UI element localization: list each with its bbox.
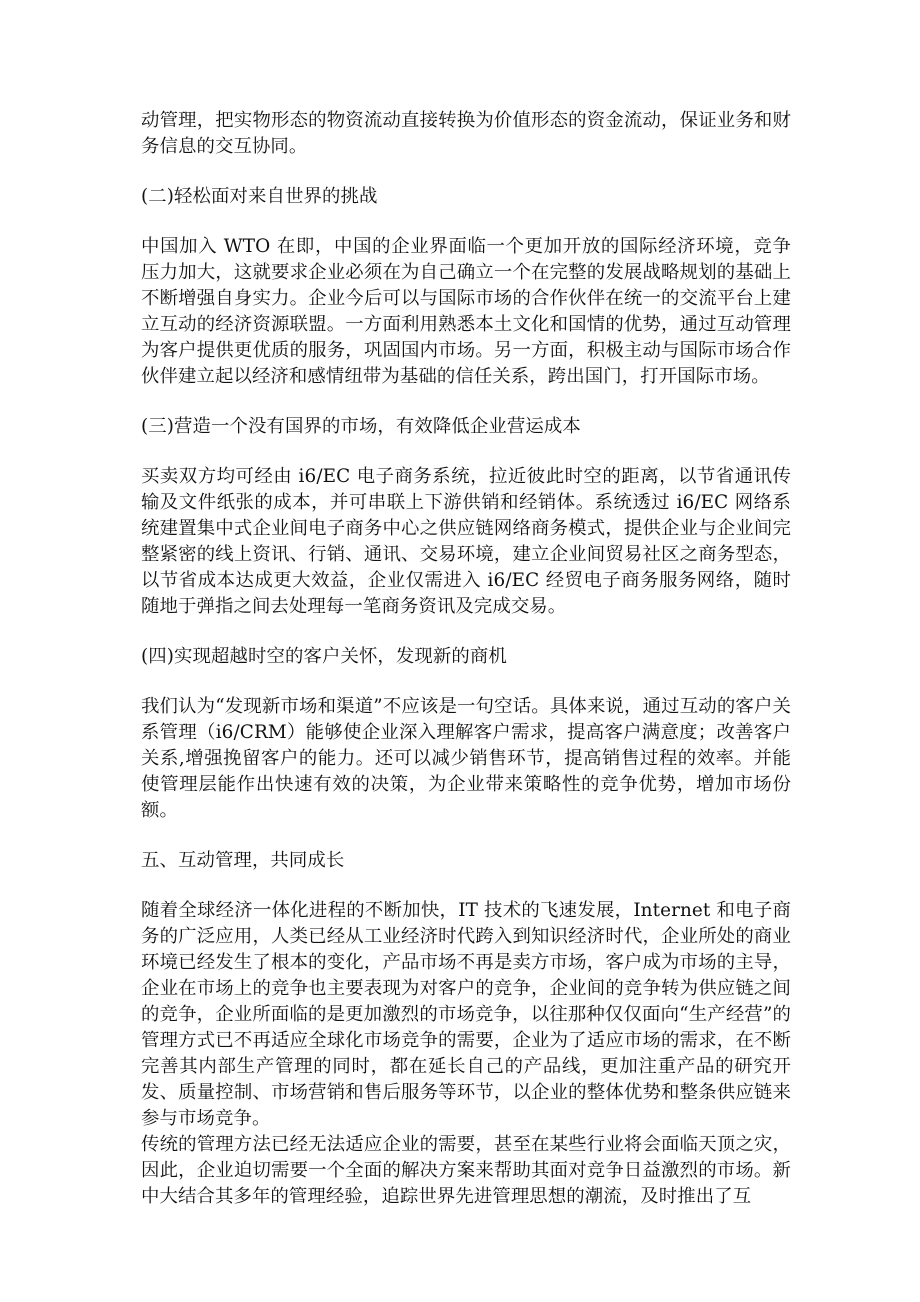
paragraph-continued-intro: 动管理，把实物形态的物资流动直接转换为价值形态的资金流动，保证业务和财务信息的交互协同。	[141, 110, 791, 157]
section-heading-5: 五、互动管理，共同成长	[141, 850, 345, 871]
section-heading-2: (二)轻松面对来自世界的挑战	[141, 186, 378, 207]
section-heading-3: (三)营造一个没有国界的市场，有效降低企业营运成本	[141, 416, 581, 437]
paragraph-global-economy: 随着全球经济一体化进程的不断加快，IT 技术的飞速发展，Internet 和电子商务的广泛应用，人类已经从工业经济时代跨入到知识经济时代，企业所处的商业环境已经发生了根本的变化，产品市场不再是卖方市场，客户成为市场的主导，企业在市场上的竞争也主要表现为对客户的竞争，企业间的竞争转为供应链之间的竞争，企业所面临的是更加激烈的市场竞争，以往那种仅仅面向“生产经营”的管理方式已不再适应全球化市场竞争的需要，企业为了适应市场的需求，在不断完善其内部生产管理的同时，都在延长自己的产品线，更加注重产品的研究开发、质量控制、市场营销和售后服务等环节，以企业的整体优势和整条供应链来参与市场竞争。	[141, 900, 791, 1129]
paragraph-traditional-management: 传统的管理方法已经无法适应企业的需要，甚至在某些行业将会面临天顶之灾，因此，企业迫切需要一个全面的解决方案来帮助其面对竞争日益激烈的市场。新中大结合其多年的管理经验，追踪世界先进管理思想的潮流，及时推出了互	[141, 1134, 791, 1207]
paragraph-customer-care: 我们认为“发现新市场和渠道”不应该是一句空话。具体来说，通过互动的客户关系管理（i6/CRM）能够使企业深入理解客户需求，提高客户满意度；改善客户关系,增强挽留客户的能力。还可以减少销售环节，提高销售过程的效率。并能使管理层能作出快速有效的决策，为企业带来策略性的竞争优势，增加市场份额。	[141, 696, 791, 821]
paragraph-borderless-market: 买卖双方均可经由 i6/EC 电子商务系统，拉近彼此时空的距离，以节省通讯传输及文件纸张的成本，并可串联上下游供销和经销体。系统透过 i6/EC 网络系统建置集中式企业间电子商务中心之供应链网络商务模式，提供企业与企业间完整紧密的线上资讯、行销、通讯、交易环境，建立企业间贸易社区之商务型态，以节省成本达成更大效益，企业仅需进入 i6/EC 经贸电子商务服务网络，随时随地于弹指之间去处理每一笔商务资讯及完成交易。	[141, 466, 791, 617]
section-heading-4: (四)实现超越时空的客户关怀，发现新的商机	[141, 646, 507, 667]
document-page	[141, 108, 791, 1210]
paragraph-global-challenge: 中国加入 WTO 在即，中国的企业界面临一个更加开放的国际经济环境，竞争压力加大，这就要求企业必须在为自己确立一个在完整的发展战略规划的基础上不断增强自身实力。企业今后可以与国际市场的合作伙伴在统一的交流平台上建立互动的经济资源联盟。一方面利用熟悉本土文化和国情的优势，通过互动管理为客户提供更优质的服务，巩固国内市场。另一方面，积极主动与国际市场合作伙伴建立起以经济和感情纽带为基础的信任关系，跨出国门，打开国际市场。	[141, 236, 791, 387]
